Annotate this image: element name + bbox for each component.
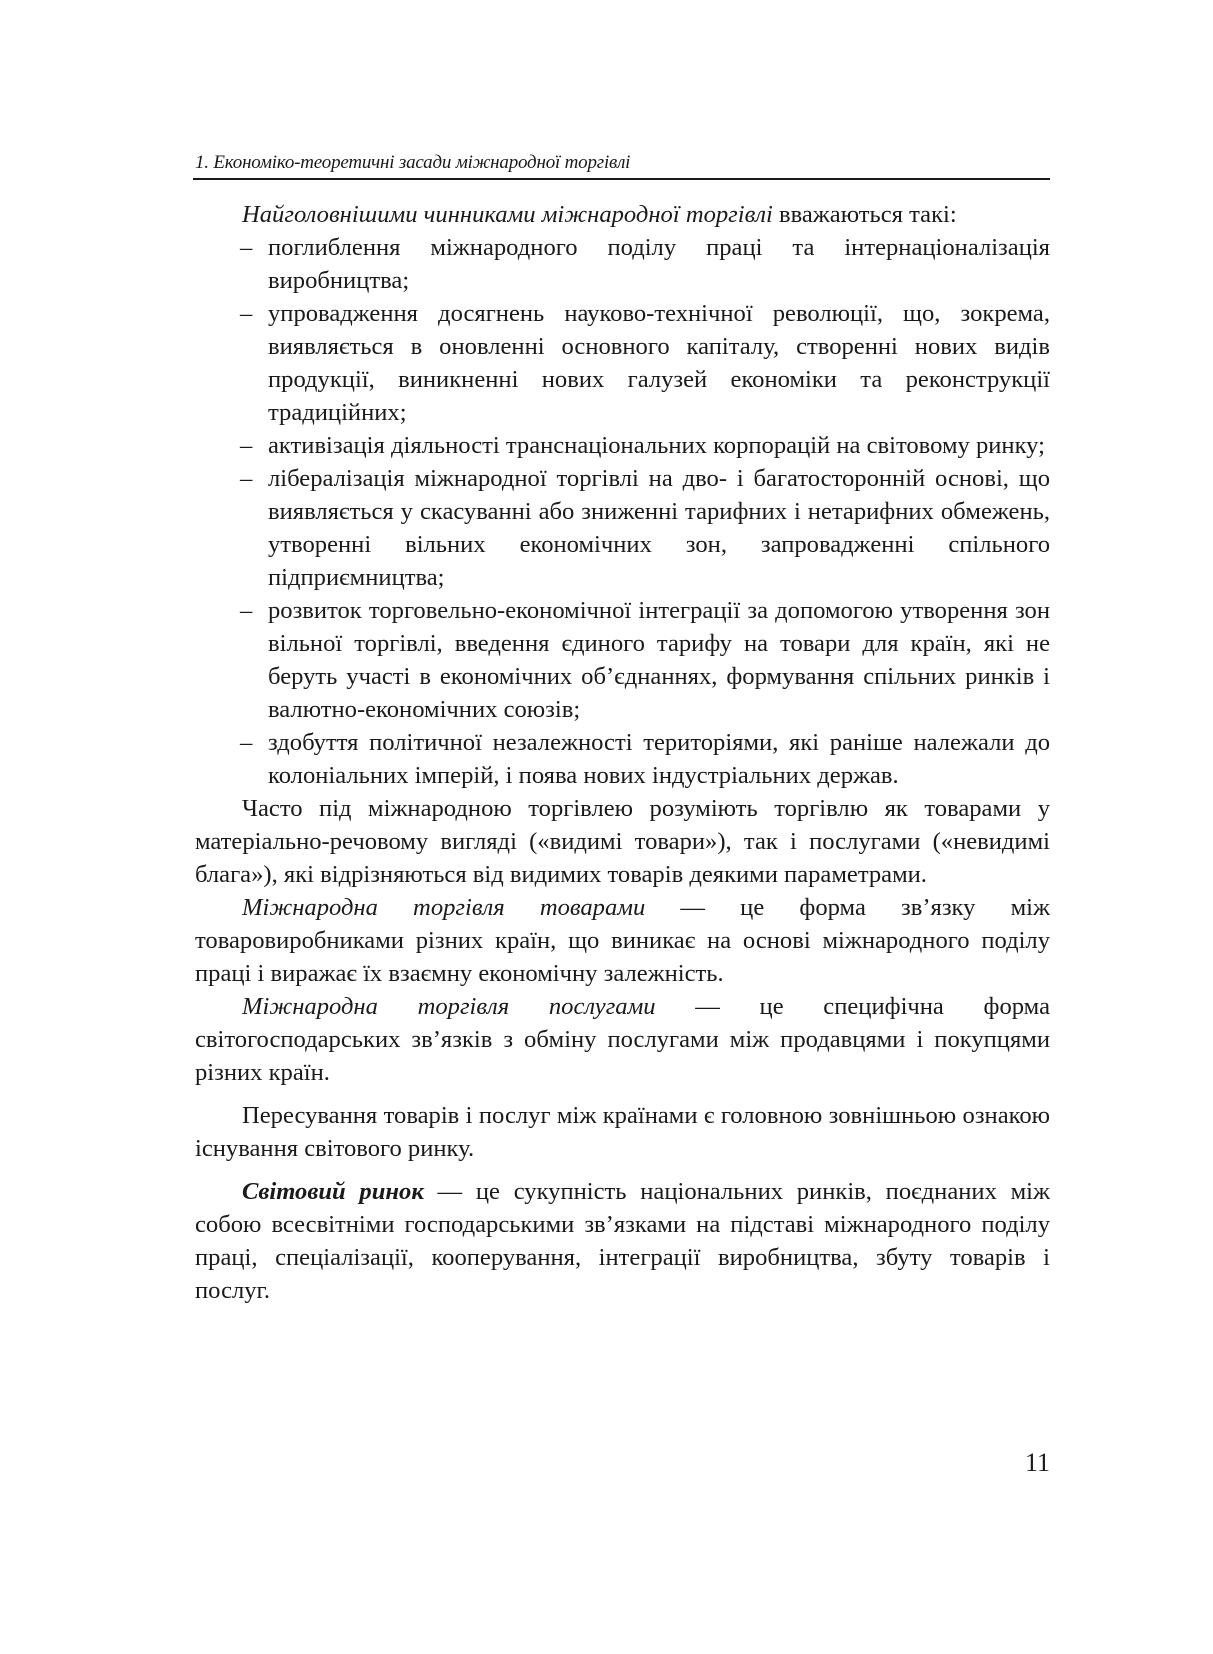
definition-trade-services [195, 990, 1050, 1089]
running-header: 1. Економіко-теоретичні засади міжнародної торгівлі [195, 152, 631, 173]
dash-bullet: – [240, 729, 253, 756]
definition-text: — це сукупність національних ринків, поєднаних між собою всесвітніми господарськими зв’язками на підставі міжнародного поділу праці, спеціалізації, кооперування, інтеграції виробництва, збуту товарів і послуг. [195, 1178, 1051, 1304]
list-item-text: розвиток торговельно-економічної інтеграції за допомогою утворення зон вільної торгівлі, введення єдиного тарифу на товари для країн, які не беруть участі в економічних об’єднаннях, формування спільних ринків і валютно-економічних союзів; [268, 597, 1050, 723]
definition-trade-goods [195, 891, 1050, 990]
list-item [240, 429, 1050, 462]
definition-term: Міжнародна торгівля послугами [242, 993, 656, 1020]
definition-text: — це специфічна форма світогосподарських зв’язків з обміну послугами між продавцями і покупцями різних країн. [195, 993, 1050, 1086]
list-item [240, 297, 1050, 429]
dash-bullet: – [240, 300, 253, 327]
list-item-text: упровадження досягнень науково-технічної революції, що, зокрема, виявляється в оновленні основного капіталу, створенні нових видів продукції, виникненні нових галузей економіки та реконструкції традиційних; [268, 300, 1050, 426]
list-item [240, 726, 1050, 792]
intro-paragraph [195, 198, 1050, 231]
dash-bullet: – [240, 597, 253, 624]
definition-term: Міжнародна торгівля товарами [242, 894, 646, 921]
page-number: 11 [1024, 1448, 1050, 1477]
dash-bullet: – [240, 234, 253, 261]
list-item-text: здобуття політичної незалежності територіями, які раніше належали до колоніальних імперій, і поява нових індустріальних держав. [268, 729, 1050, 789]
list-item [240, 231, 1050, 297]
dash-bullet: – [240, 465, 253, 492]
header-rule [193, 178, 1050, 180]
intro-term: Найголовнішими чинниками міжнародної торгівлі [242, 201, 773, 228]
dash-bullet: – [240, 432, 253, 459]
list-item-text: поглиблення міжнародного поділу праці та інтернаціоналізація виробництва; [268, 234, 1050, 294]
list-item [240, 594, 1050, 726]
definition-text: — це форма зв’язку між товаровиробниками різних країн, що виникає на основі міжнародного поділу праці і виражає їх взаємну економічну залежність. [195, 894, 1050, 987]
list-item-text: активізація діяльності транснаціональних корпорацій на світовому ринку; [268, 432, 1045, 459]
list-item [240, 462, 1050, 594]
definition-term-bold: Світовий ринок [242, 1178, 424, 1205]
paragraph-trade-goods-services: Часто під міжнародною торгівлею розуміють торгівлю як товарами у матеріально-речовому вигляді («видимі товари»), так і послугами («невидимі блага»), які відрізняються від видимих товарів деякими параметрами. [195, 795, 1050, 888]
list-item-text: лібералізація міжнародної торгівлі на дво- і багатосторонній основі, що виявляється у скасуванні або зниженні тарифних і нетарифних обмежень, утворенні вільних економічних зон, запровадженні спільного підприємництва; [268, 465, 1050, 591]
intro-rest: вважаються такі: [772, 201, 957, 228]
page-body [195, 198, 1050, 1307]
paragraph-world-market-sign: Пересування товарів і послуг між країнами є головною зовнішньою ознакою існування світового ринку. [195, 1102, 1050, 1162]
definition-world-market [195, 1175, 1050, 1307]
factors-list [195, 231, 1050, 792]
